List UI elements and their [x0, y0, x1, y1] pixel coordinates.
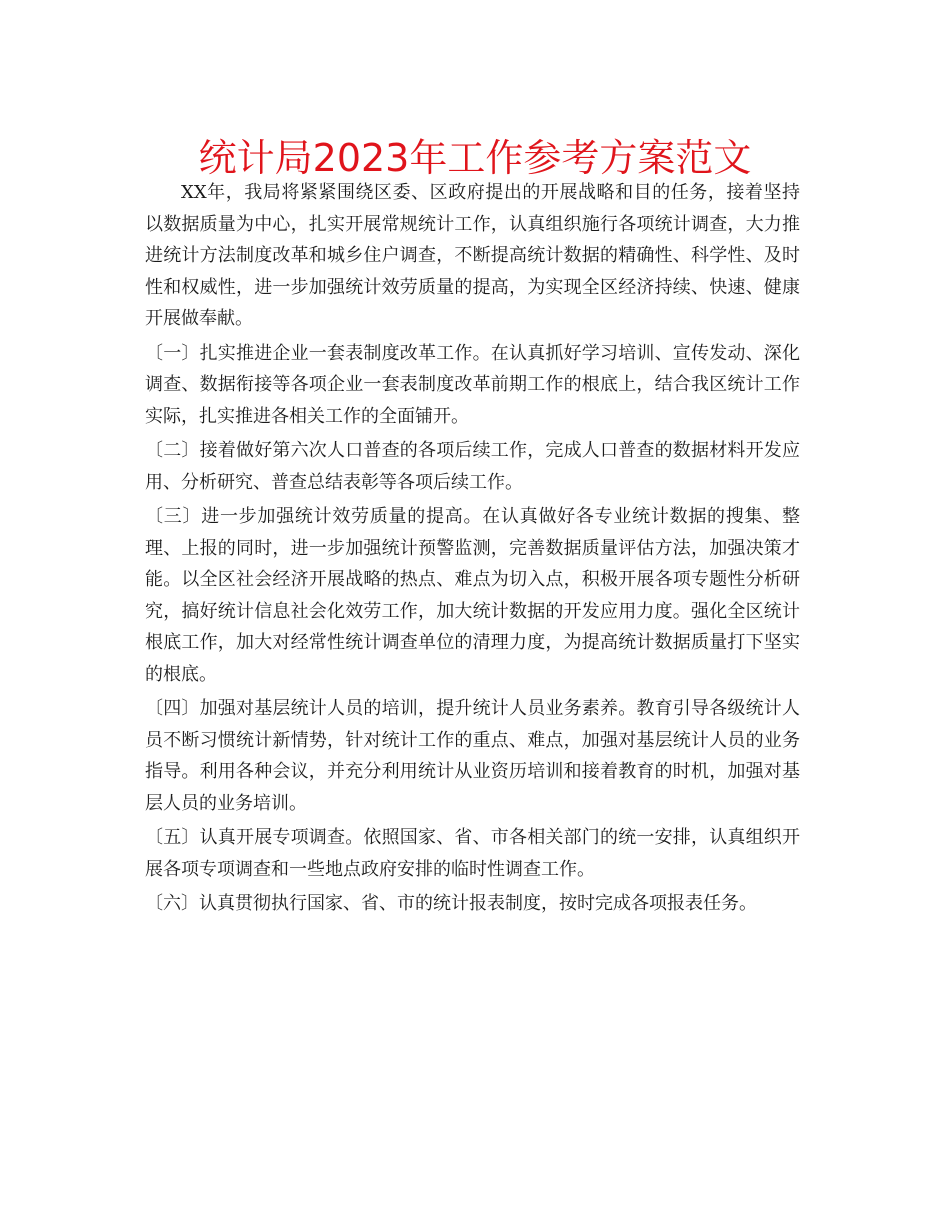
paragraph-item-4: 〔四〕加强对基层统计人员的培训，提升统计人员业务素养。教育引导各级统计人员不断习惯统计新情势，针对统计工作的重点、难点，加强对基层统计人员的业务指导。利用各种会议，并充分利用统计从业资历培训和接着教育的时机，加强对基层人员的业务培训。	[145, 698, 800, 814]
paragraph-item-3: 〔三〕进一步加强统计效劳质量的提高。在认真做好各专业统计数据的搜集、整理、上报的同时，进一步加强统计预警监测，完善数据质量评估方法，加强决策才能。以全区社会经济开展战略的热点、难点为切入点，积极开展各项专题性分析研究，搞好统计信息社会化效劳工作，加大统计数据的开发应用力度。强化全区统计根底工作，加大对经常性统计调查单位的清理力度，为提高统计数据质量打下坚实的根底。	[145, 506, 800, 685]
intro-paragraph: XX年，我局将紧紧围绕区委、区政府提出的开展战略和目的任务，接着坚持以数据质量为中心，扎实开展常规统计工作，认真组织施行各项统计调查，大力推进统计方法制度改革和城乡住户调查，不断提高统计数据的精确性、科学性、及时性和权威性，进一步加强统计效劳质量的提高，为实现全区经济持续、快速、健康开展做奉献。	[145, 182, 800, 329]
document-body	[145, 177, 800, 923]
paragraph-item-1: 〔一〕扎实推进企业一套表制度改革工作。在认真抓好学习培训、宣传发动、深化调查、数据衔接等各项企业一套表制度改革前期工作的根底上，结合我区统计工作实际，扎实推进各相关工作的全面铺开。	[145, 342, 800, 427]
paragraph-item-5: 〔五〕认真开展专项调查。依照国家、省、市各相关部门的统一安排，认真组织开展各项专项调查和一些地点政府安排的临时性调查工作。	[145, 827, 800, 880]
paragraph-item-2: 〔二〕接着做好第六次人口普查的各项后续工作，完成人口普查的数据材料开发应用、分析研究、普查总结表彰等各项后续工作。	[145, 440, 800, 493]
paragraph-item-6: 〔六〕认真贯彻执行国家、省、市的统计报表制度，按时完成各项报表任务。	[145, 893, 757, 914]
document-title: 统计局2023年工作参考方案范文	[198, 136, 752, 180]
